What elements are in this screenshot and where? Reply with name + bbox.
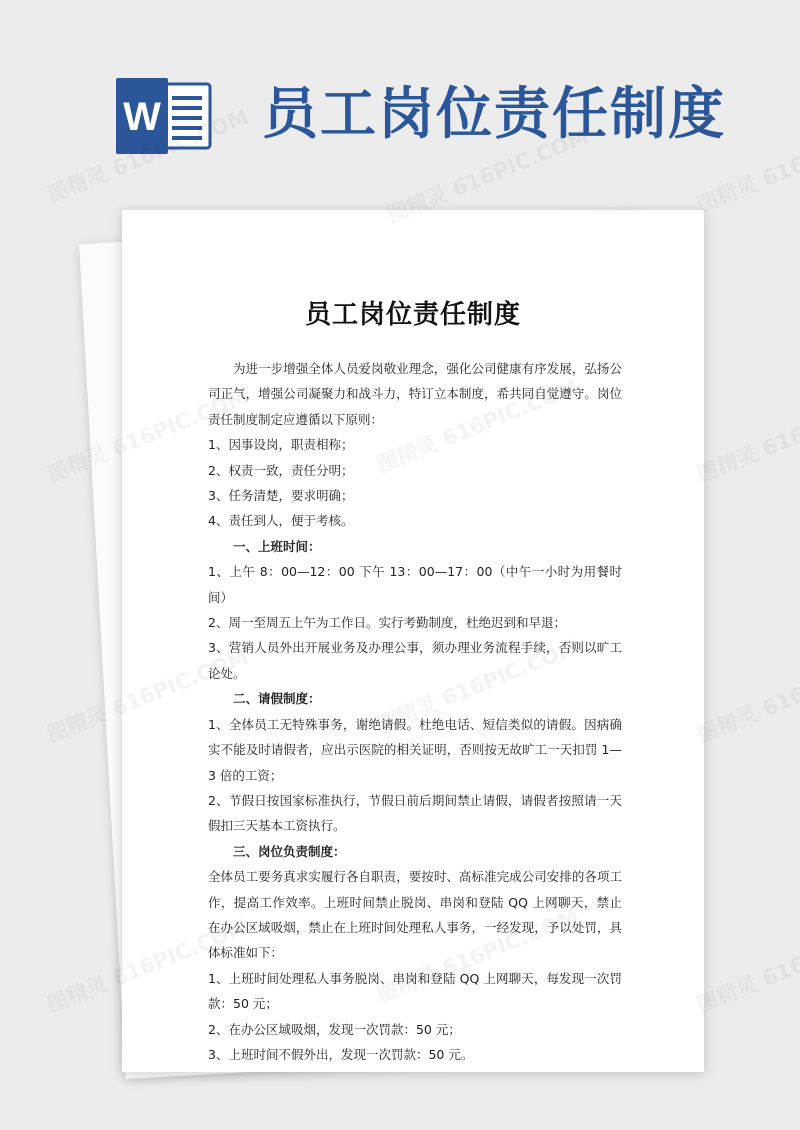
document-body	[208, 356, 622, 1067]
document-title: 员工岗位责任制度	[304, 300, 521, 330]
paragraph: 1、上班时间处理私人事务脱岗、串岗和登陆 QQ 上网聊天，每发现一次罚款：50 元；	[208, 970, 622, 1012]
section-heading: 三、岗位负责制度：	[233, 843, 346, 859]
watermark-text	[692, 911, 800, 1019]
paragraph: 1、上午 8：00—12：00 下午 13：00—17：00（中午一小时为用餐时间）	[208, 564, 622, 605]
banner-title: 员工岗位责任制度	[262, 82, 726, 147]
paragraph: 3、上班时间不假外出，发现一次罚款：50 元。	[208, 1046, 474, 1062]
paragraph: 4、责任到人，便于考核。	[208, 513, 354, 529]
paragraph: 为进一步增强全体人员爱岗敬业理念，强化公司健康有序发展，弘扬公司正气，增强公司凝聚力和战斗力，特订立本制度，希共同自觉遵守。岗位责任制度制定应遵循以下原则：	[208, 361, 622, 427]
paragraph: 2、节假日按国家标准执行，节假日前后期间禁止请假，请假者按照请一天假扣三天基本工资执行。	[208, 792, 622, 834]
word-logo-icon	[116, 78, 214, 154]
watermark-text	[692, 641, 800, 749]
paragraph: 1、因事设岗，职责相称；	[208, 437, 354, 453]
watermark-text	[692, 381, 800, 489]
paragraph: 2、权责一致，责任分明；	[208, 462, 354, 478]
section-heading: 二、请假制度：	[233, 691, 321, 707]
paragraph: 2、在办公区域吸烟，发现一次罚款：50 元；	[208, 1021, 461, 1037]
paragraph: 2、周一至周五上午为工作日。实行考勤制度，杜绝迟到和早退；	[208, 615, 566, 631]
paragraph: 3、任务清楚，要求明确；	[208, 488, 354, 504]
paragraph: 3、营销人员外出开展业务及办理公事，须办理业务流程手续，否则以旷工论处。	[208, 640, 622, 681]
document-page	[122, 210, 704, 1072]
paragraph: 1、全体员工无特殊事务，谢绝请假。杜绝电话、短信类似的请假。因病确实不能及时请假者，应出示医院的相关证明，否则按无故旷工一天扣罚 1—3 倍的工资；	[208, 716, 622, 783]
word-logo-letter: W	[123, 95, 161, 139]
header-banner	[0, 0, 800, 200]
paragraph: 全体员工要务真求实履行各自职责，要按时、高标准完成公司安排的各项工作，提高工作效率。上班时间禁止脱岗、串岗和登陆 QQ 上网聊天，禁止在办公区域吸烟，禁止在上班时间处理私人事务，一经发现，予以处罚，具体标准如下：	[208, 869, 622, 961]
section-heading: 一、上班时间：	[233, 538, 321, 554]
